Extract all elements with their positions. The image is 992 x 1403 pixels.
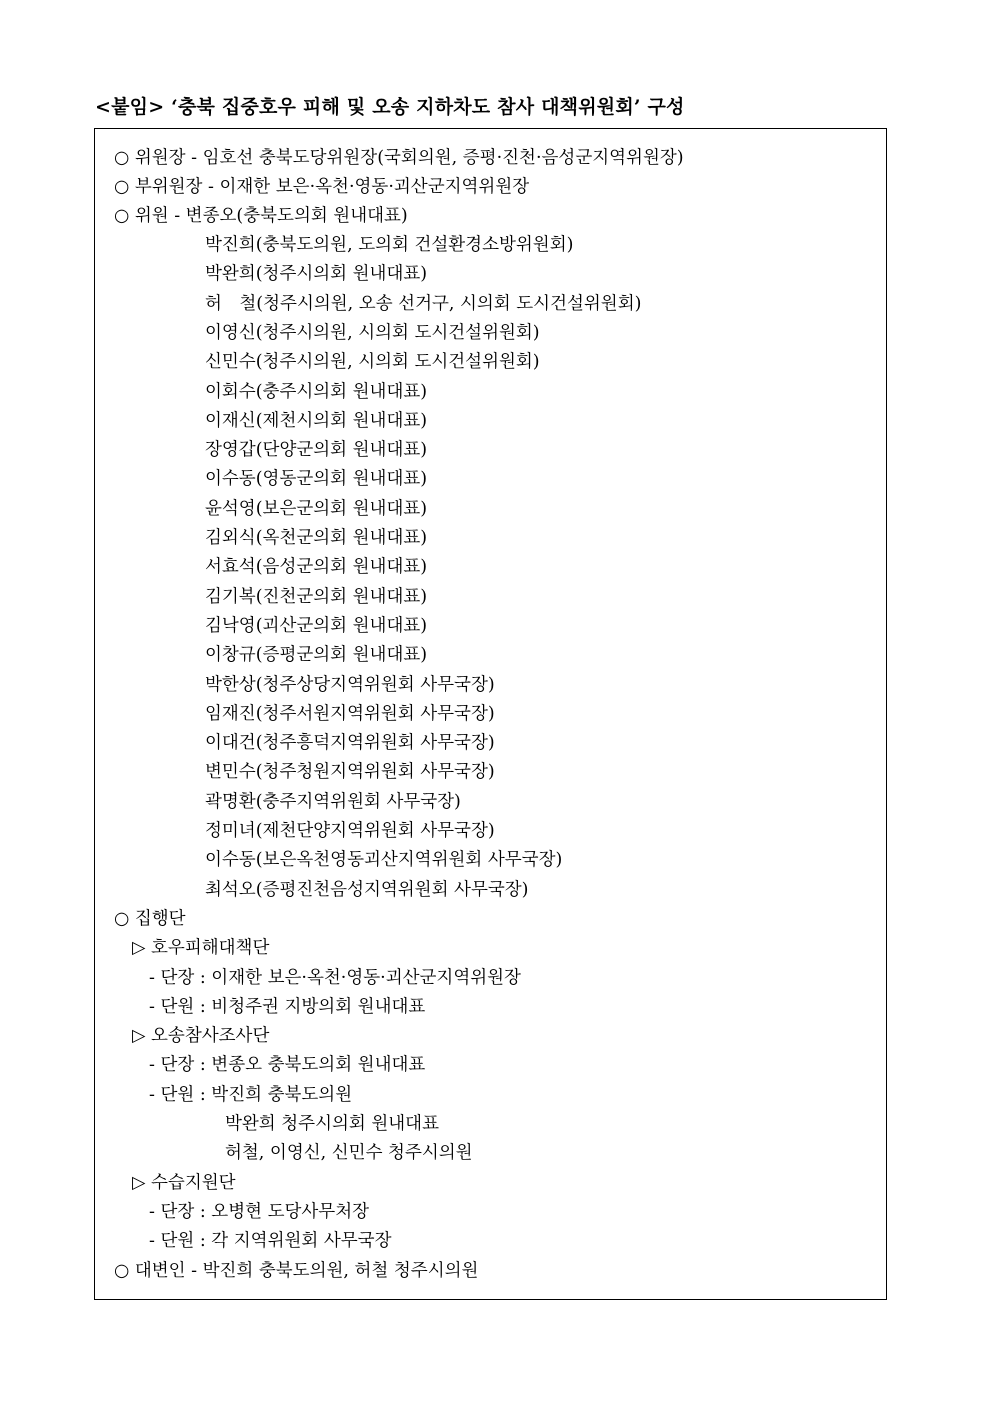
member-line: 이수동(보은옥천영동괴산지역위원회 사무국장) [205, 850, 563, 870]
member-line: 윤석영(보은군의회 원내대표) [205, 499, 428, 519]
member-line: 최석오(증평진천음성지역위원회 사무국장) [205, 880, 529, 900]
flood-team-members: - 단원 : 비청주권 지방의회 원내대표 [149, 997, 426, 1017]
member-line: 임재진(청주서원지역위원회 사무국장) [205, 704, 495, 724]
member-line: 박완희(청주시의회 원내대표) [205, 264, 428, 284]
member-line: 이창규(증평군의회 원내대표) [205, 645, 428, 665]
member-line: 장영갑(단양군의회 원내대표) [205, 440, 428, 460]
flood-team-title: ▷ 호우피해대책단 [132, 938, 270, 958]
member-line: 허 철(청주시의원, 오송 선거구, 시의회 도시건설위원회) [205, 294, 642, 314]
member-line: 김외식(옥천군의회 원내대표) [205, 528, 428, 548]
vice-chair-line: ○ 부위원장 - 이재한 보은·옥천·영동·괴산군지역위원장 [114, 177, 530, 197]
member-line: 변민수(청주청원지역위원회 사무국장) [205, 762, 495, 782]
recovery-team-leader: - 단장 : 오병현 도당사무처장 [149, 1202, 370, 1222]
member-line: 정미녀(제천단양지역위원회 사무국장) [205, 821, 495, 841]
osong-team-title: ▷ 오송참사조사단 [132, 1026, 270, 1046]
recovery-team-members: - 단원 : 각 지역위원회 사무국장 [149, 1231, 392, 1251]
member-line: 이재신(제천시의회 원내대표) [205, 411, 428, 431]
document-title: <붙임> ‘충북 집중호우 피해 및 오송 지하차도 참사 대책위원회’ 구성 [95, 96, 685, 118]
osong-team-leader: - 단장 : 변종오 충북도의회 원내대표 [149, 1055, 426, 1075]
recovery-team-title: ▷ 수습지원단 [132, 1173, 236, 1193]
member-line: 신민수(청주시의원, 시의회 도시건설위원회) [205, 352, 540, 372]
member-line: 곽명환(충주지역위원회 사무국장) [205, 792, 461, 812]
member-line: 김기복(진천군의회 원내대표) [205, 587, 428, 607]
osong-team-member-cont: 박완희 청주시의회 원내대표 [225, 1114, 439, 1134]
osong-team-members: - 단원 : 박진희 충북도의원 [149, 1085, 353, 1105]
member-line: 김낙영(괴산군의회 원내대표) [205, 616, 428, 636]
chair-line: ○ 위원장 - 임호선 충북도당위원장(국회의원, 증평·진천·음성군지역위원장) [114, 148, 684, 168]
member-line: 서효석(음성군의회 원내대표) [205, 557, 428, 577]
flood-team-leader: - 단장 : 이재한 보은·옥천·영동·괴산군지역위원장 [149, 968, 521, 988]
member-line: 이대건(청주흥덕지역위원회 사무국장) [205, 733, 495, 753]
members-head-line: ○ 위원 - 변종오(충북도의회 원내대표) [114, 206, 408, 226]
spokesperson-line: ○ 대변인 - 박진희 충북도의원, 허철 청주시의원 [114, 1261, 479, 1281]
member-line: 이수동(영동군의회 원내대표) [205, 469, 428, 489]
member-line: 박진희(충북도의원, 도의회 건설환경소방위원회) [205, 235, 574, 255]
member-line: 이영신(청주시의원, 시의회 도시건설위원회) [205, 323, 540, 343]
member-line: 박한상(청주상당지역위원회 사무국장) [205, 675, 495, 695]
osong-team-member-cont: 허철, 이영신, 신민수 청주시의원 [225, 1143, 473, 1163]
executive-head-line: ○ 집행단 [114, 909, 186, 929]
member-line: 이회수(충주시의회 원내대표) [205, 382, 428, 402]
